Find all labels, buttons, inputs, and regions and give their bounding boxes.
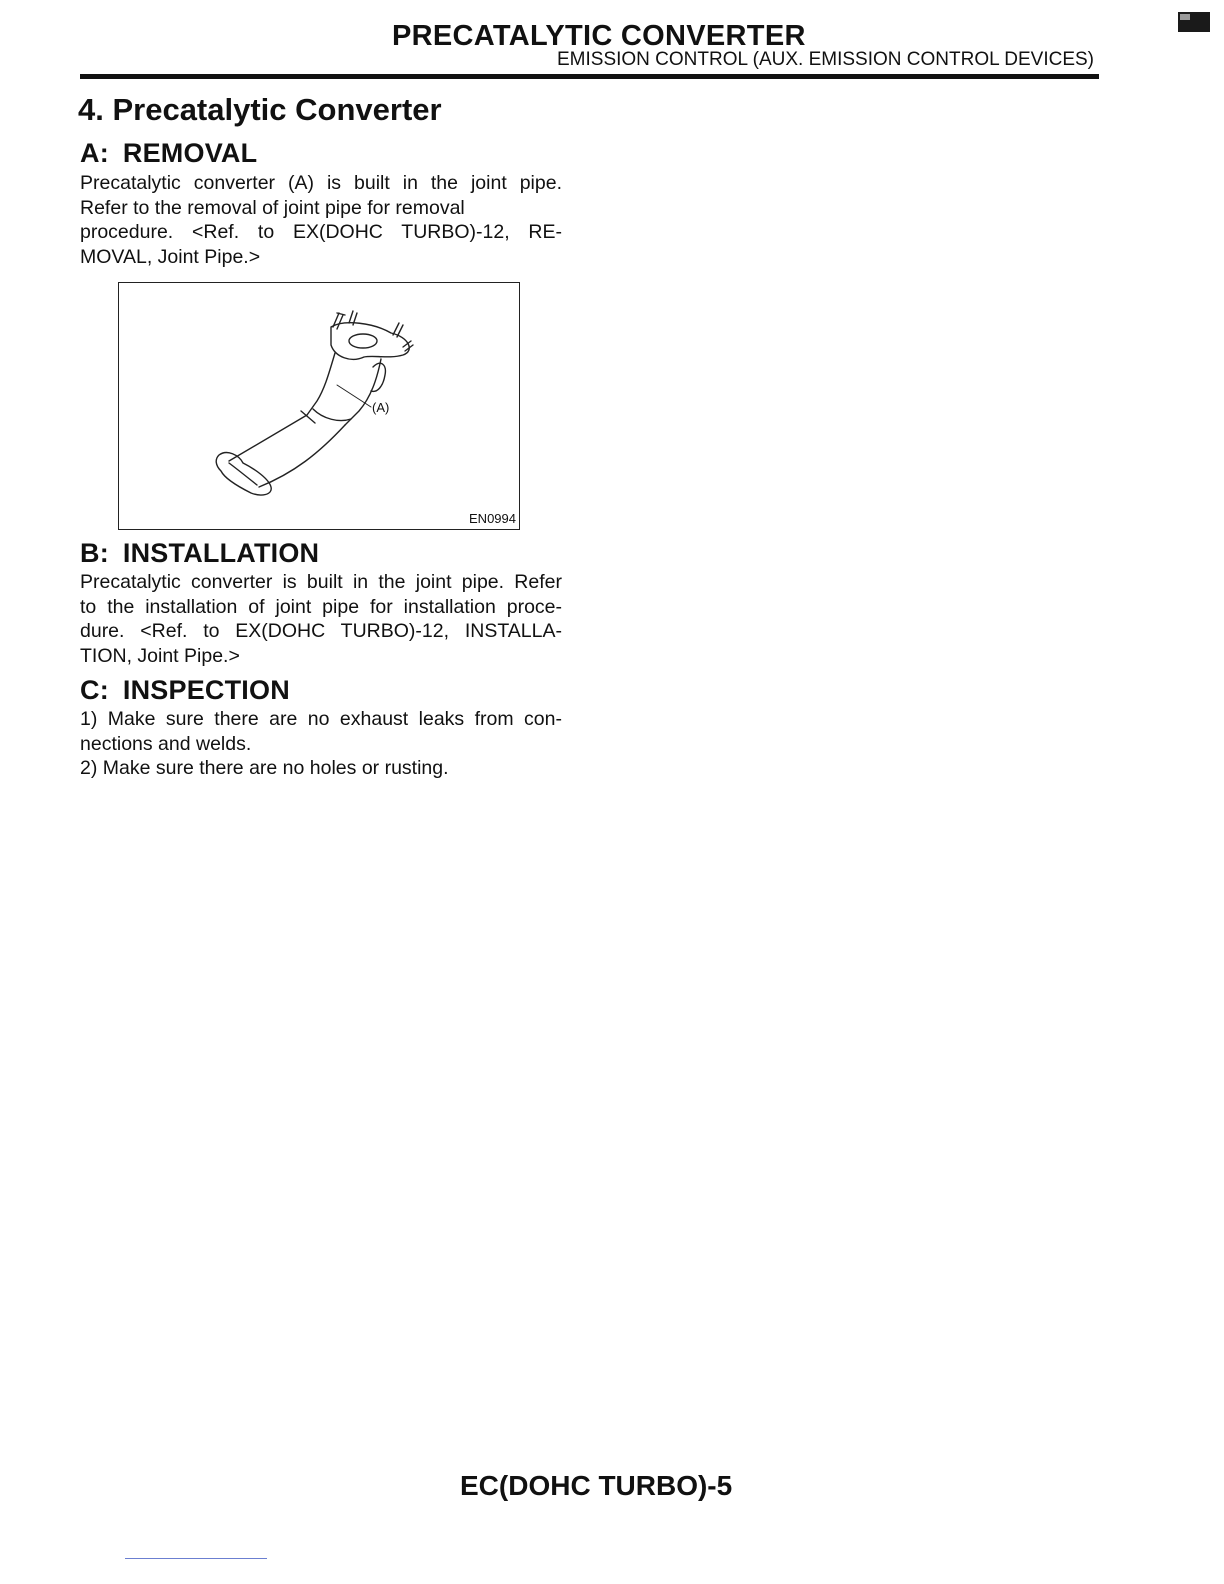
precatalytic-converter-figure: [118, 282, 520, 530]
inspection-heading: [80, 675, 290, 706]
installation-line: Precatalytic converter is built in the joint pipe. Refer: [80, 571, 562, 593]
header-rule: [80, 74, 1099, 79]
removal-line: Refer to the removal of joint pipe for removal: [80, 196, 465, 219]
installation-line: TION, Joint Pipe.>: [80, 644, 240, 667]
inspection-paragraph: [80, 707, 562, 781]
converter-body-right: [345, 359, 381, 425]
converter-body-left: [307, 353, 335, 415]
removal-letter: A:: [80, 138, 109, 168]
callout-label-a: (A): [372, 400, 390, 415]
removal-paragraph: [80, 171, 562, 269]
inspection-letter: C:: [80, 675, 109, 705]
removal-heading: [80, 138, 257, 169]
upper-flange-opening: [349, 334, 377, 348]
installation-heading-text: INSTALLATION: [122, 538, 320, 568]
page-number: EC(DOHC TURBO)-5: [460, 1470, 733, 1501]
stud: [403, 341, 413, 351]
removal-line: Precatalytic converter (A) is built in the joint pipe.: [80, 172, 562, 194]
installation-letter: B:: [80, 538, 109, 568]
corner-tab-mark: [1178, 12, 1210, 32]
section-title: 4. Precatalytic Converter: [78, 92, 442, 127]
page-header-subtitle: EMISSION CONTROL (AUX. EMISSION CONTROL DEVICES): [557, 49, 1094, 70]
page-header-title: PRECATALYTIC CONVERTER: [392, 20, 806, 52]
installation-line: to the installation of joint pipe for installation proce-: [80, 595, 562, 618]
removal-line: MOVAL, Joint Pipe.>: [80, 245, 261, 268]
lower-flange-inner: [229, 463, 257, 485]
pipe-lower-edge: [259, 425, 345, 487]
removal-line: procedure. <Ref. to EX(DOHC TURBO)-12, RE-: [80, 221, 562, 243]
figure-code: EN0994: [469, 511, 516, 526]
stud: [393, 323, 403, 337]
callout-leader: [337, 385, 371, 407]
inspection-line: 2) Make sure there are no holes or rusting.: [80, 757, 449, 779]
converter-seam: [313, 409, 351, 421]
pipe-upper-edge: [229, 415, 307, 461]
removal-heading-text: REMOVAL: [122, 138, 258, 168]
footer-rule: [125, 1558, 267, 1559]
upper-flange: [331, 323, 409, 360]
stud: [333, 313, 345, 329]
inspection-line: 1) Make sure there are no exhaust leaks from con-: [80, 708, 562, 730]
converter-illustration: [119, 283, 519, 529]
inspection-heading-text: INSPECTION: [122, 675, 290, 705]
inspection-line: nections and welds.: [80, 732, 252, 755]
installation-heading: [80, 538, 319, 569]
installation-line: dure. <Ref. to EX(DOHC TURBO)-12, INSTALLA-: [80, 620, 562, 642]
installation-paragraph: [80, 570, 562, 668]
